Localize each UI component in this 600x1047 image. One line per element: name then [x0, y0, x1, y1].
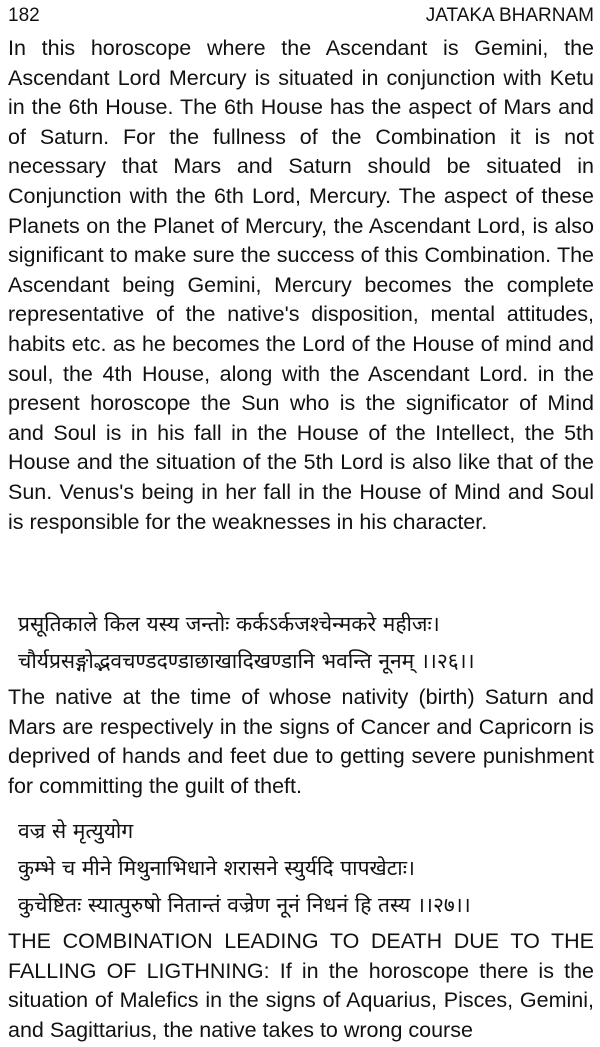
paragraph-verse-26-translation: The native at the time of whose nativity (birth) Saturn and Mars are respectively in the signs of Cancer and Capricorn is deprived of hands and feet due to getting severe punishment for committing the guilt of theft. [8, 685, 594, 798]
paragraph-lightning-combination: THE COMBINATION LEADING TO DEATH DUE TO THE FALLING OF LIGTHNING: If in the horoscope there is the situation of Malefics in the signs of Aquarius, Pisces, Gemini, and Sagittarius, the native takes to wrong course [8, 929, 594, 1042]
sanskrit-verse-26-line-1: प्रसूतिकाले किल यस्य जन्तोः कर्कऽर्कजश्चेन्मकरे महीजः। [18, 612, 440, 636]
page-header [8, 1, 594, 31]
sanskrit-heading-death-by-lightning: वज्र से मृत्युयोग [18, 819, 134, 843]
paragraph-horoscope-analysis: In this horoscope where the Ascendant is Gemini, the Ascendant Lord Mercury is situated in conjunction with Ketu in the 6th House. The 6th House has the aspect of Mars and of Saturn. For the fullness of the Combination it is not necessary that Mars and Saturn should be situated in Conjunction with the 6th Lord, Mercury. The aspect of these Planets on the Planet of Mercury, the Ascendant Lord, is also significant to make sure the success of this Combination. The Ascendant being Gemini, Mercury becomes the complete representative of the native's disposition, mental attitudes, habits etc. as he becomes the Lord of the House of mind and soul, the 4th House, along with the Ascendant Lord. in the present horoscope the Sun who is the significator of Mind and Soul is in his fall in the House of the Intellect, the 5th House and the situation of the 5th Lord is also like that of the Sun. Venus's being in her fall in the House of Mind and Soul is responsible for the weaknesses in his character. [8, 36, 594, 534]
sanskrit-verse-27-line-1: कुम्भे च मीने मिथुनाभिधाने शरासने स्युर्यदि पापखेटाः। [18, 856, 415, 880]
sanskrit-verse-26-line-2: चौर्यप्रसङ्गोद्भवचण्डदण्डाछाखादिखण्डानि भवन्ति नूनम् ।।२६।। [18, 649, 475, 673]
running-title: JATAKA BHARNAM [425, 5, 594, 26]
sanskrit-verse-27-line-2: कुचेष्टितः स्यात्पुरुषो नितान्तं वज्रेण नूनं निधनं हि तस्य ।।२७।। [18, 893, 471, 917]
page-number: 182 [8, 5, 40, 26]
